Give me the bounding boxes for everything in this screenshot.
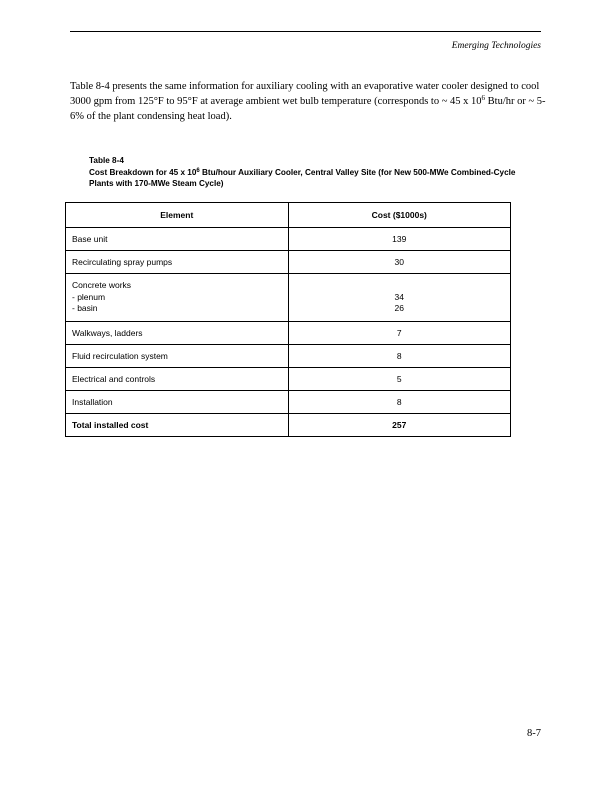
cost-line-1: 34 (394, 291, 404, 302)
running-header: Emerging Technologies (451, 41, 541, 51)
element-cell: Walkways, ladders (66, 321, 289, 344)
table-row (66, 228, 511, 251)
element-cell (66, 274, 289, 322)
table-caption-label: Table 8-4 (89, 156, 124, 165)
element-cell: Installation (66, 390, 289, 413)
table-row (66, 251, 511, 274)
cost-cell (288, 274, 510, 322)
paragraph-text-2: Btu/hr or ~ 5-6% of the plant condensing heat load). (70, 96, 546, 122)
cost-cell: 8 (288, 344, 510, 367)
cost-breakdown-table (65, 202, 511, 437)
cost-line-spacer (295, 280, 504, 292)
caption-text-2: Btu/hour Auxiliary Cooler, Central Valley Site (for New 500-MWe Combined-Cycle Plants with 170-MWe Steam Cycle) (89, 167, 516, 188)
paragraph-text-1: Table 8-4 presents the same information for auxiliary cooling with an evaporative water cooler designed to cool 3000 gpm from 125°F to 95°F at average ambient wet bulb temperature (corresponds to ~ 45 x 10 (70, 81, 540, 107)
cost-line-2: 26 (394, 303, 404, 313)
table-row (66, 390, 511, 413)
header-rule (70, 31, 541, 32)
table-caption (89, 155, 521, 190)
table-caption-title (89, 167, 521, 190)
header-cost: Cost ($1000s) (288, 203, 510, 228)
table-row-total (66, 413, 511, 436)
paragraph-superscript: 6 (481, 94, 486, 102)
table-header-row (66, 203, 511, 228)
cost-cell-total: 257 (288, 413, 510, 436)
table-row (66, 321, 511, 344)
element-cell-total: Total installed cost (66, 413, 289, 436)
body-paragraph (70, 79, 546, 124)
element-cell: Recirculating spray pumps (66, 251, 289, 274)
caption-superscript: 6 (196, 167, 200, 174)
table-row (66, 367, 511, 390)
table-row (66, 274, 511, 322)
element-cell: Fluid recirculation system (66, 344, 289, 367)
cost-cell: 7 (288, 321, 510, 344)
element-line-sub1: - plenum (72, 291, 106, 302)
cost-cell: 5 (288, 367, 510, 390)
element-cell: Electrical and controls (66, 367, 289, 390)
caption-text-1: Cost Breakdown for 45 x 10 (89, 167, 197, 177)
cost-cell: 30 (288, 251, 510, 274)
element-cell: Base unit (66, 228, 289, 251)
cost-cell: 139 (288, 228, 510, 251)
page-number: 8-7 (527, 728, 541, 739)
header-element: Element (66, 203, 289, 228)
element-line-sub2: - basin (72, 303, 98, 313)
element-line-main: Concrete works (72, 280, 132, 290)
cost-cell: 8 (288, 390, 510, 413)
table-row (66, 344, 511, 367)
